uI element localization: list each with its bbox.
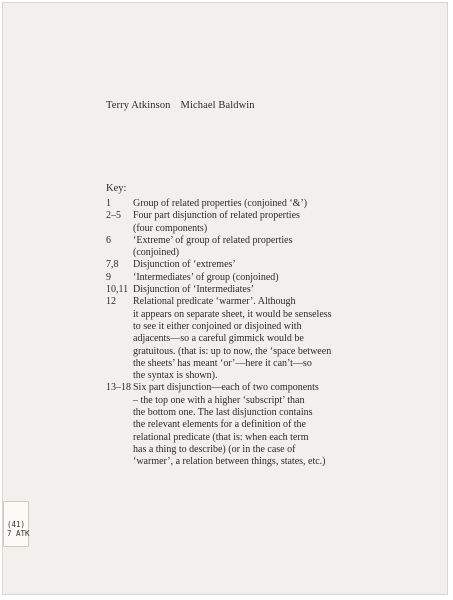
entry-line: Group of related properties (conjoined ‘&’) — [133, 198, 308, 209]
entry-number: 9 — [106, 271, 111, 283]
entry-description — [133, 284, 254, 296]
entry-line: the bottom one. The last disjunction contains — [133, 407, 313, 419]
entry-number: 12 — [106, 296, 116, 308]
entry-line: adjacents—so a careful gimmick would be — [133, 333, 304, 345]
entry-line: Four part disjunction of related properties — [133, 210, 300, 222]
entry-description — [133, 296, 332, 382]
key-entry — [106, 259, 332, 271]
entry-line: the syntax is shown). — [133, 370, 218, 382]
label-line: (41) — [7, 520, 26, 529]
key-entry — [106, 210, 332, 235]
entry-number: 10,11 — [106, 284, 129, 296]
entry-description — [133, 210, 300, 235]
entry-line: ‘Extreme’ of group of related properties — [133, 234, 293, 246]
entry-description — [133, 382, 326, 468]
entry-line: ‘Intermediates’ of group (conjoined) — [133, 271, 279, 283]
key-entry — [106, 272, 332, 284]
entry-description — [133, 259, 236, 271]
entry-number: 13–18 — [106, 382, 131, 394]
library-label-text — [7, 520, 30, 538]
key-entry — [106, 284, 332, 296]
entry-line: the relevant elements for a definition of the — [133, 419, 306, 431]
entry-description — [133, 235, 292, 260]
entry-line: has a thing to describe) (or in the case of — [133, 443, 296, 455]
authors — [106, 100, 255, 111]
entry-line: Disjunction of ‘extremes’ — [133, 259, 236, 271]
entry-line: the sheets’ has meant ‘or’—here it can’t—so — [133, 357, 312, 369]
entry-line: – the top one with a higher ‘subscript’ than — [133, 394, 305, 406]
entry-line: ‘warmer’, a relation between things, states, etc.) — [133, 456, 326, 468]
entry-line: gratuitous. (that is: up to now, the ‘space between — [133, 345, 332, 357]
key-entry — [106, 198, 332, 210]
key-heading: Key: — [106, 183, 127, 194]
entry-number: 1 — [106, 198, 111, 209]
key-entry — [106, 235, 332, 260]
key-entry — [106, 296, 332, 382]
entry-number: 6 — [106, 234, 111, 246]
entry-line: Relational predicate ‘warmer’. Although — [133, 296, 296, 308]
entry-line: (conjoined) — [133, 247, 180, 259]
label-line: 7 ATK — [7, 529, 30, 538]
key-entries — [106, 198, 332, 469]
entry-line: it appears on separate sheet, it would be senseless — [133, 308, 332, 320]
entry-description — [133, 198, 307, 210]
entry-line: to see it either conjoined or disjoined with — [133, 320, 302, 332]
entry-line: Six part disjunction—each of two components — [133, 382, 319, 394]
entry-line: relational predicate (that is: when each term — [133, 431, 309, 443]
author-name: Michael Baldwin — [180, 100, 255, 111]
key-entry — [106, 382, 332, 468]
entry-number: 7,8 — [106, 259, 119, 271]
entry-description — [133, 272, 279, 284]
entry-line: (four components) — [133, 222, 208, 234]
author-name: Terry Atkinson — [106, 100, 171, 111]
entry-number: 2–5 — [106, 210, 121, 222]
entry-line: Disjunction of ‘Intermediates’ — [133, 284, 255, 296]
